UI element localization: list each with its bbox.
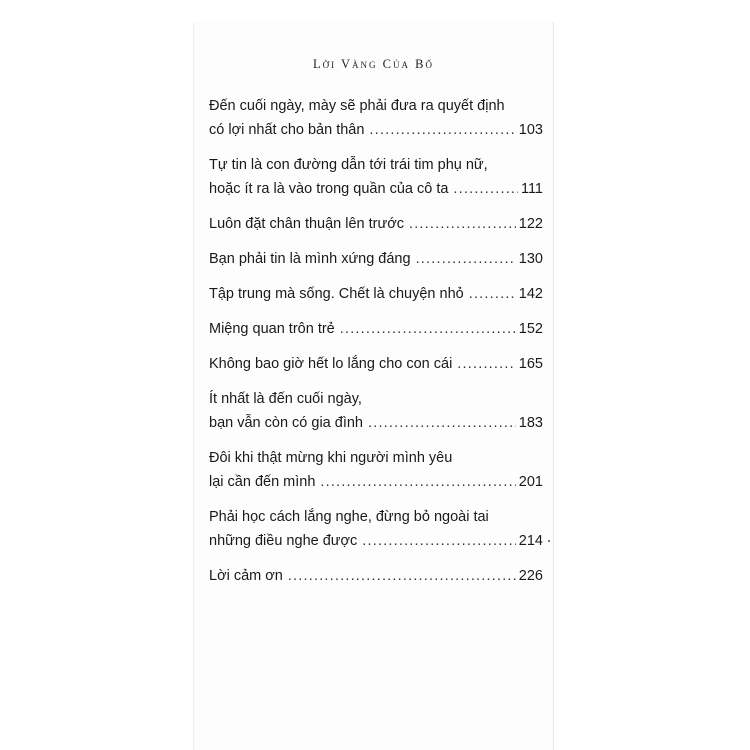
running-header: Lời Vàng Của Bố [313, 57, 434, 71]
dot-leader [288, 564, 516, 588]
toc-entry [209, 505, 543, 553]
toc-entry-title-line: Phải học cách lắng nghe, đừng bỏ ngoài tai [209, 509, 489, 525]
toc-entry-title-line: Tự tin là con đường dẫn tới trái tim phụ nữ, [209, 157, 488, 173]
toc-page-number: 226 [518, 568, 543, 584]
toc-page-number: 165 [518, 356, 543, 372]
dot-leader [369, 118, 515, 142]
toc-entry [209, 153, 543, 201]
toc-entry [209, 387, 543, 435]
toc-entry-title-line: Miệng quan trôn trẻ [209, 321, 335, 337]
toc-entry-title-line: hoặc ít ra là vào trong quần của cô ta [209, 181, 449, 197]
toc-page-number: 142 [518, 286, 543, 302]
toc-entry-title-line: Tập trung mà sống. Chết là chuyện nhỏ [209, 286, 464, 302]
toc-entry [209, 564, 543, 588]
paper-speck [548, 540, 550, 542]
toc-entry-title-line: những điều nghe được [209, 533, 358, 549]
toc-entry-title-line: Ít nhất là đến cuối ngày, [209, 391, 362, 407]
book-page [193, 22, 553, 750]
toc-entry [209, 446, 543, 494]
toc-entry-title-line: Luôn đặt chân thuận lên trước [209, 216, 404, 232]
toc-entry-title-line: Đôi khi thật mừng khi người mình yêu [209, 450, 453, 466]
toc-entry-title-line: lại cần đến mình [209, 474, 316, 490]
dot-leader [453, 177, 518, 201]
toc-entry [209, 352, 543, 376]
dot-leader [340, 317, 516, 341]
dot-leader [457, 352, 516, 376]
toc-page-number: 201 [518, 474, 543, 490]
toc-entry-title-line: Không bao giờ hết lo lắng cho con cái [209, 356, 453, 372]
dot-leader [469, 282, 516, 306]
toc-page-number: 183 [518, 415, 543, 431]
dot-leader [320, 470, 515, 494]
dot-leader [409, 212, 516, 236]
dot-leader [362, 529, 516, 553]
toc-entry-title-line: Đến cuối ngày, mày sẽ phải đưa ra quyết định [209, 98, 505, 114]
toc-page-number: 130 [518, 251, 543, 267]
dot-leader [416, 247, 516, 271]
toc-page-number: 214 [518, 533, 543, 549]
toc-entry [209, 212, 543, 236]
toc-entry [209, 94, 543, 142]
toc-entry-title-line: Lời cảm ơn [209, 568, 283, 584]
toc-entry-title-line: Bạn phải tin là mình xứng đáng [209, 251, 411, 267]
toc-entry-title-line: có lợi nhất cho bản thân [209, 122, 365, 138]
toc-page-number: 103 [518, 122, 543, 138]
toc-page-number: 122 [518, 216, 543, 232]
toc-page-number: 152 [518, 321, 543, 337]
toc-entry [209, 282, 543, 306]
toc-entry [209, 247, 543, 271]
dot-leader [368, 411, 516, 435]
toc-entry [209, 317, 543, 341]
toc-entry-title-line: bạn vẫn còn có gia đình [209, 415, 363, 431]
table-of-contents [209, 94, 543, 599]
toc-page-number: 111 [520, 181, 543, 197]
